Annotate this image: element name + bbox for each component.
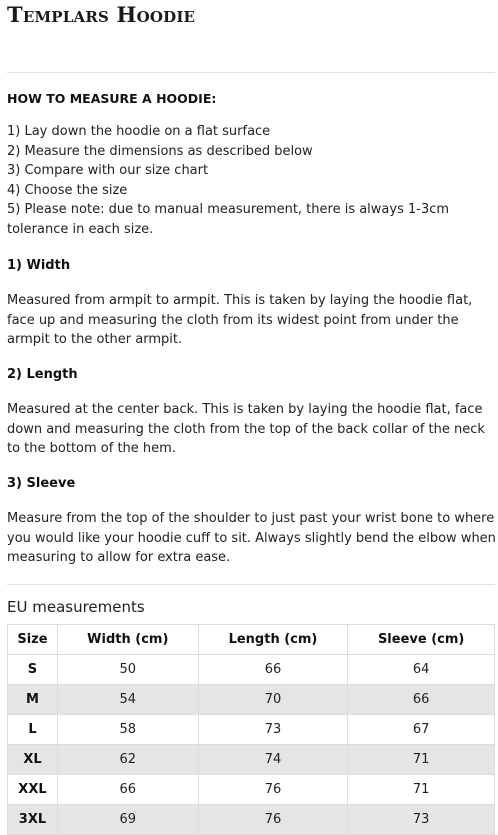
description-line: armpit to the other armpit. xyxy=(7,332,183,348)
how-to-steps xyxy=(7,122,495,240)
length-cell: 76 xyxy=(198,805,348,835)
size-cell: S xyxy=(8,655,58,685)
divider xyxy=(7,72,495,73)
width-cell: 66 xyxy=(57,775,198,805)
width-description xyxy=(7,291,491,350)
size-cell: XXL xyxy=(8,775,58,805)
sleeve-description xyxy=(7,509,496,568)
how-to-heading: HOW TO MEASURE A HOODIE: xyxy=(7,91,217,106)
table-row xyxy=(8,745,495,775)
page-title: Templars Hoodie xyxy=(7,2,196,27)
size-cell: M xyxy=(8,685,58,715)
description-line: to the bottom of the hem. xyxy=(7,441,176,457)
step-item: tolerance in each size. xyxy=(7,221,154,237)
table-caption: EU measurements xyxy=(7,598,145,616)
column-header: Size xyxy=(8,625,58,655)
divider xyxy=(7,584,495,585)
step-item: 3) Compare with our size chart xyxy=(7,163,209,179)
size-cell: XL xyxy=(8,745,58,775)
width-cell: 50 xyxy=(57,655,198,685)
width-cell: 69 xyxy=(57,805,198,835)
width-heading: 1) Width xyxy=(7,258,71,273)
sleeve-cell: 66 xyxy=(348,685,495,715)
description-line: face up and measuring the cloth from its widest point from under the xyxy=(7,312,459,328)
width-cell: 58 xyxy=(57,715,198,745)
step-item: 1) Lay down the hoodie on a flat surface xyxy=(7,124,271,139)
description-line: you would like your hoodie cuff to sit. Always slightly bend the elbow when xyxy=(7,530,496,546)
step-item: 5) Please note: due to manual measurement, there is always 1-3cm xyxy=(7,202,450,218)
table-row xyxy=(8,685,495,715)
length-cell: 66 xyxy=(198,655,348,685)
sleeve-cell: 71 xyxy=(348,775,495,805)
description-line: measuring to allow for extra ease. xyxy=(7,550,231,566)
size-cell: L xyxy=(8,715,58,745)
table-row xyxy=(8,805,495,835)
width-cell: 54 xyxy=(57,685,198,715)
length-cell: 70 xyxy=(198,685,348,715)
length-cell: 76 xyxy=(198,775,348,805)
size-cell: 3XL xyxy=(8,805,58,835)
table-header-row xyxy=(8,625,495,655)
length-cell: 74 xyxy=(198,745,348,775)
description-line: down and measuring the cloth from the top of the back collar of the neck xyxy=(7,421,485,437)
table-row xyxy=(8,655,495,685)
sleeve-heading: 3) Sleeve xyxy=(7,476,76,491)
description-line: Measure from the top of the shoulder to just past your wrist bone to where xyxy=(7,511,495,526)
column-header: Length (cm) xyxy=(198,625,348,655)
sleeve-cell: 71 xyxy=(348,745,495,775)
sleeve-cell: 73 xyxy=(348,805,495,835)
sleeve-cell: 67 xyxy=(348,715,495,745)
length-heading: 2) Length xyxy=(7,367,78,382)
width-cell: 62 xyxy=(57,745,198,775)
table-row xyxy=(8,715,495,745)
column-header: Width (cm) xyxy=(57,625,198,655)
description-line: Measured from armpit to armpit. This is taken by laying the hoodie flat, xyxy=(7,293,473,308)
length-cell: 73 xyxy=(198,715,348,745)
description-line: Measured at the center back. This is taken by laying the hoodie flat, face xyxy=(7,402,483,417)
sleeve-cell: 64 xyxy=(348,655,495,685)
column-header: Sleeve (cm) xyxy=(348,625,495,655)
step-item: 4) Choose the size xyxy=(7,182,128,198)
size-table xyxy=(7,624,495,835)
length-description xyxy=(7,400,491,459)
table-row xyxy=(8,775,495,805)
step-item: 2) Measure the dimensions as described below xyxy=(7,143,313,159)
